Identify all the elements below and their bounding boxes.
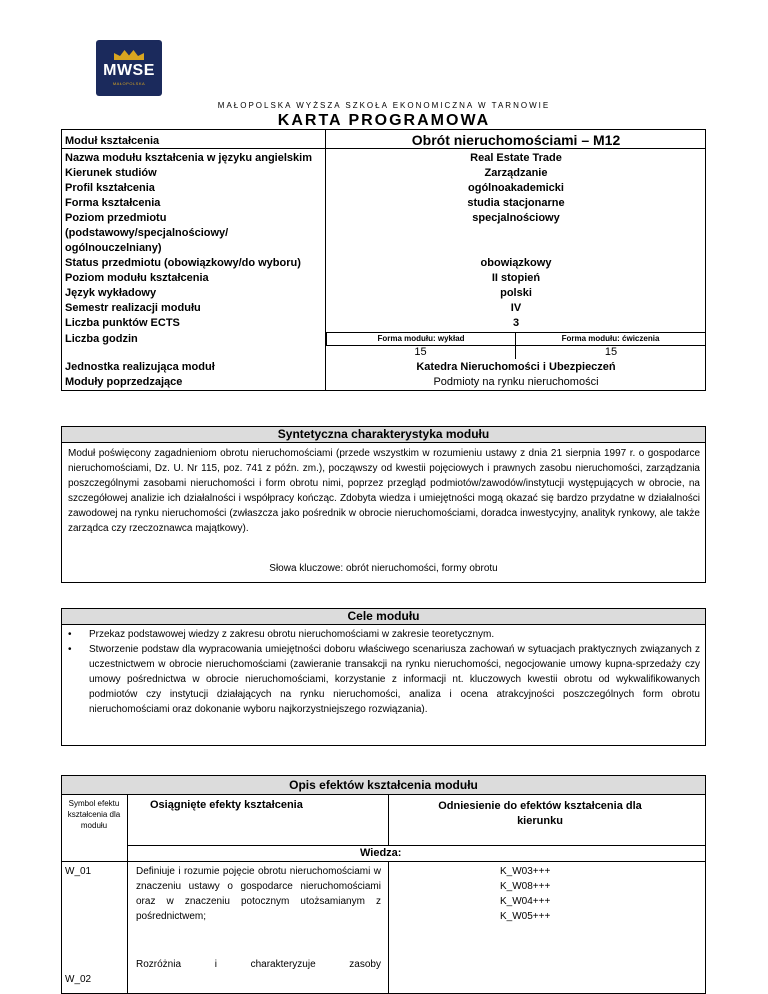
page-title: KARTA PROGRAMOWA <box>277 112 491 129</box>
prereq-label: Moduły poprzedzające <box>65 376 183 388</box>
hours-exercise: 15 <box>604 346 618 358</box>
effect-symbol: W_01 <box>65 866 92 877</box>
hours-lecture: 15 <box>414 346 427 358</box>
status-value: obowiązkowy <box>480 257 552 269</box>
effect-text: Rozróżnia i charakteryzuje zasoby <box>136 959 381 970</box>
module-level-label: Poziom modułu kształcenia <box>65 272 209 284</box>
effect-refs <box>500 864 600 924</box>
synthetic-title: Syntetyczna charakterystyka modułu <box>277 427 490 441</box>
module-name: Obrót nieruchomościami – M12 <box>411 132 621 148</box>
module-level-value: II stopień <box>491 272 541 284</box>
field-of-study-label: Kierunek studiów <box>65 167 157 179</box>
effects-divider <box>388 794 389 845</box>
effect-ref: K_W04+++ <box>500 896 551 907</box>
effects-divider <box>388 861 389 994</box>
goal-item: • Przekaz podstawowej wiedzy z zakresu obrotu nieruchomościami w zakresie teoretycznym. <box>64 627 700 642</box>
effect-ref: K_W03+++ <box>500 866 551 877</box>
field-of-study-value: Zarządzanie <box>484 167 548 179</box>
logo-subtitle: MAŁOPOLSKA <box>112 81 146 86</box>
profile-value: ogólnoakademicki <box>468 182 564 194</box>
synthetic-text: Moduł poświęcony zagadnieniom obrotu nieruchomościami (przede wszystkim w rozumieniu ustawy z dnia 21 sierpnia 1997 r. o gospodarce nieruchomościami, Dz. U. Nr 115, poz. 741 z późn. zm.), począwszy od kwestii pojęciowych i prawnych zasobu nieruchomości, zarządzania poszczególnymi zasobami nieruchomości i form obrotu nimi, poprzez przegląd podmiotów/zawodów/instytucji występujących w obrocie, na szczegółowej analizie ich działalności i współpracy kończąc. Zdobyta wiedza i umiejętności mogą okazać się bardzo przydatne w działalności zawodowej na rynku nieruchomości (zwłaszcza jako pośrednik w obrocie nieruchomościami, doradca inwestycyjny, analityk rynkowy, ale także zarządca czy rzeczoznawca majątkowy). <box>68 448 700 534</box>
school-name: MAŁOPOLSKA WYŻSZA SZKOŁA EKONOMICZNA W TARNOWIE <box>217 101 551 110</box>
effect-ref: K_W05+++ <box>500 911 551 922</box>
effects-divider <box>127 794 128 994</box>
col-symbol-header: Symbol efektu kształcenia dla modułu <box>67 799 121 830</box>
semester-label: Semestr realizacji modułu <box>65 302 201 314</box>
logo-mark: MWSE <box>103 62 155 79</box>
effect-text: Definiuje i rozumie pojęcie obrotu nieruchomościami w znaczeniu ustawy o gospodarce nieruchomościami oraz w znaczeniu potocznym utożsamianym z pośrednictwem; <box>136 866 381 922</box>
form-lecture-header: Forma modułu: wykład <box>326 332 516 346</box>
unit-value: Katedra Nieruchomości i Ubezpieczeń <box>416 361 616 373</box>
english-name-label: Nazwa modułu kształcenia w języku angielskim <box>65 152 312 164</box>
language-label: Język wykładowy <box>65 287 157 299</box>
effect-symbol: W_02 <box>65 974 92 985</box>
form-exercise-header: Forma modułu: ćwiczenia <box>515 332 706 346</box>
goal-item: • Stworzenie podstaw dla wypracowania umiejętności doboru właściwego scenariusza zachowań w sytuacjach praktycznych związanych z uczestnictwem w obrocie nieruchomościami (zawieranie transakcji na rynku nieruchomości, negocjowanie umowy kupna-sprzedaży czy umowy pośrednictwa w obrocie nieruchomościami, korzystanie z informacji nt. kluczowych kwestii obrotu od wykwalifikowanych podmiotów czy instytucji działających na rynku nieruchomości, analiza i ocena atrakcyjności poszczególnych form obrotu nieruchomościami oraz dokonanie wyboru najkorzystniejszego rozwiązania). <box>64 642 700 717</box>
group-knowledge: Wiedza: <box>360 847 402 859</box>
effects-divider <box>127 845 706 846</box>
school-logo <box>96 40 162 96</box>
goals-title: Cele modułu <box>347 609 420 623</box>
prereq-value: Podmioty na rynku nieruchomości <box>433 376 599 388</box>
ects-value: 3 <box>512 317 520 329</box>
level-label: Poziom przedmiotu (podstawowy/specjalnościowy/ ogólnouczelniany) <box>65 212 229 254</box>
form-label: Forma kształcenia <box>65 197 161 209</box>
effects-title: Opis efektów kształcenia modułu <box>289 778 478 792</box>
effect-ref: K_W08+++ <box>500 881 551 892</box>
unit-label: Jednostka realizująca moduł <box>65 361 215 373</box>
ects-label: Liczba punktów ECTS <box>65 317 180 329</box>
keywords: Słowa kluczowe: obrót nieruchomości, formy obrotu <box>269 563 498 574</box>
module-label: Moduł kształcenia <box>65 135 160 147</box>
language-value: polski <box>500 287 532 299</box>
effects-divider <box>61 861 706 862</box>
form-value: studia stacjonarne <box>467 197 565 209</box>
goals-list <box>64 627 700 717</box>
crown-icon <box>114 50 144 60</box>
profile-label: Profil kształcenia <box>65 182 155 194</box>
hours-label: Liczba godzin <box>65 333 138 345</box>
col-effects-header: Osiągnięte efekty kształcenia <box>150 799 303 811</box>
level-value: specjalnościowy <box>472 212 560 224</box>
status-label: Status przedmiotu (obowiązkowy/do wyboru) <box>65 257 301 269</box>
semester-value: IV <box>510 302 522 314</box>
col-ref-header: Odniesienie do efektów kształcenia dla kierunku <box>438 800 642 827</box>
english-name-value: Real Estate Trade <box>470 152 562 164</box>
